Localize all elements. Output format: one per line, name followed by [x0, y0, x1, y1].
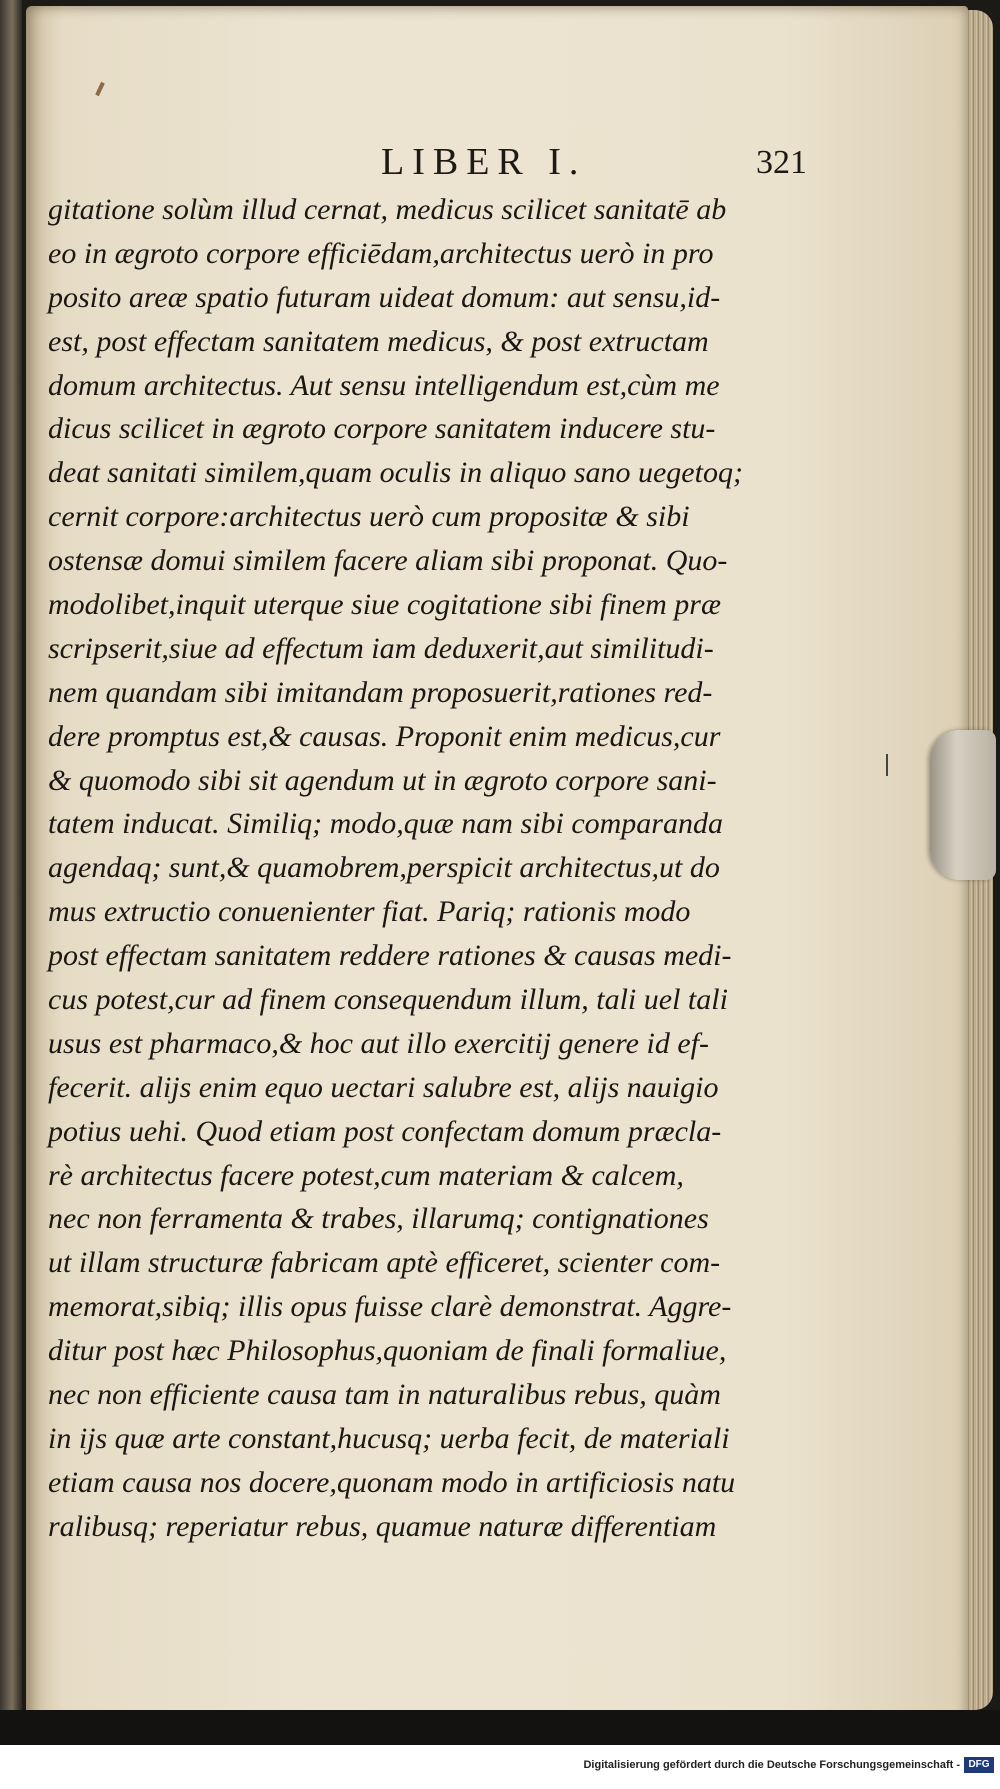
text-line: mus extructio conuenienter fiat. Pariq; rationis modo [48, 895, 691, 929]
running-title: LIBER I. [381, 141, 587, 183]
text-line: gitatione solùm illud cernat, medicus scilicet sanitatē ab [48, 193, 727, 226]
text-line: cus potest,cur ad finem consequendum illum, tali uel tali [48, 983, 728, 1017]
scan-bottom-edge [0, 1710, 1000, 1745]
text-line: agendaq; sunt,& quamobrem,perspicit architectus,ut do [48, 851, 720, 885]
text-line: dere promptus est,& causas. Proponit enim medicus,cur [48, 719, 721, 753]
text-line: fecerit. alijs enim equo uectari salubre est, alijs nauigio [48, 1070, 719, 1104]
text-line: in ijs quæ arte constant,hucusq; uerba fecit, de materiali [48, 1421, 730, 1455]
text-line: nec non efficiente causa tam in naturalibus rebus, quàm [48, 1378, 721, 1412]
text-line: & quomodo sibi sit agendum ut in ægroto corpore sani- [48, 763, 717, 797]
text-line: potius uehi. Quod etiam post confectam domum præcla- [48, 1114, 722, 1148]
text-line: ostensæ domui similem facere aliam sibi proponat. Quo- [48, 544, 728, 578]
dfg-logo: DFG [964, 1757, 994, 1773]
text-line: memorat,sibiq; illis opus fuisse clarè demonstrat. Aggre- [48, 1290, 732, 1324]
text-line: etiam causa nos docere,quonam modo in artificiosis natu [48, 1465, 736, 1499]
text-line: domum architectus. Aut sensu intelligendum est,cùm me [48, 368, 720, 402]
text-line: rè architectus facere potest,cum materiam & calcem, [48, 1158, 684, 1192]
text-line: nem quandam sibi imitandam proposuerit,rationes red- [48, 675, 713, 709]
text-line: deat sanitati similem,quam oculis in aliquo sano uegetoq; [48, 456, 743, 490]
text-line: cernit corpore:architectus uerò cum propositæ & sibi [48, 500, 690, 534]
margin-mark [886, 754, 888, 776]
text-line: modolibet,inquit uterque siue cogitatione sibi finem præ [48, 588, 721, 622]
page-clip-tab [930, 730, 996, 880]
running-header [26, 140, 968, 190]
text-line: ralibusq; reperiatur rebus, quamue naturæ differentiam [48, 1509, 717, 1543]
body-text [48, 188, 828, 1549]
text-line: tatem inducat. Similiq; modo,quæ nam sibi comparanda [48, 807, 723, 841]
text-line: ditur post hæc Philosophus,quoniam de finali formaliue, [48, 1334, 727, 1368]
attribution-footer [0, 1745, 1000, 1789]
text-line: ut illam structuræ fabricam aptè efficeret, scienter com- [48, 1246, 721, 1280]
text-line: dicus scilicet in ægroto corpore sanitatem inducere stu- [48, 412, 716, 446]
text-line: nec non ferramenta & trabes, illarumq; contignationes [48, 1202, 709, 1236]
text-line: posito areæ spatio futuram uideat domum: aut sensu,id- [48, 280, 721, 314]
text-line: est, post effectam sanitatem medicus, & post extructam [48, 324, 709, 358]
text-line: post effectam sanitatem reddere rationes & causas medi- [48, 939, 732, 973]
facing-page-edge [0, 0, 22, 1745]
text-line: scripserit,siue ad effectum iam deduxerit,aut similitudi- [48, 631, 714, 665]
folio-number: 321 [756, 144, 807, 181]
attribution-text: Digitalisierung gefördert durch die Deutsche Forschungsgemeinschaft - [583, 1759, 960, 1771]
text-line: eo in ægroto corpore efficiēdam,architectus uerò in pro [48, 236, 714, 270]
text-line: usus est pharmaco,& hoc aut illo exercitij genere id ef- [48, 1026, 709, 1060]
